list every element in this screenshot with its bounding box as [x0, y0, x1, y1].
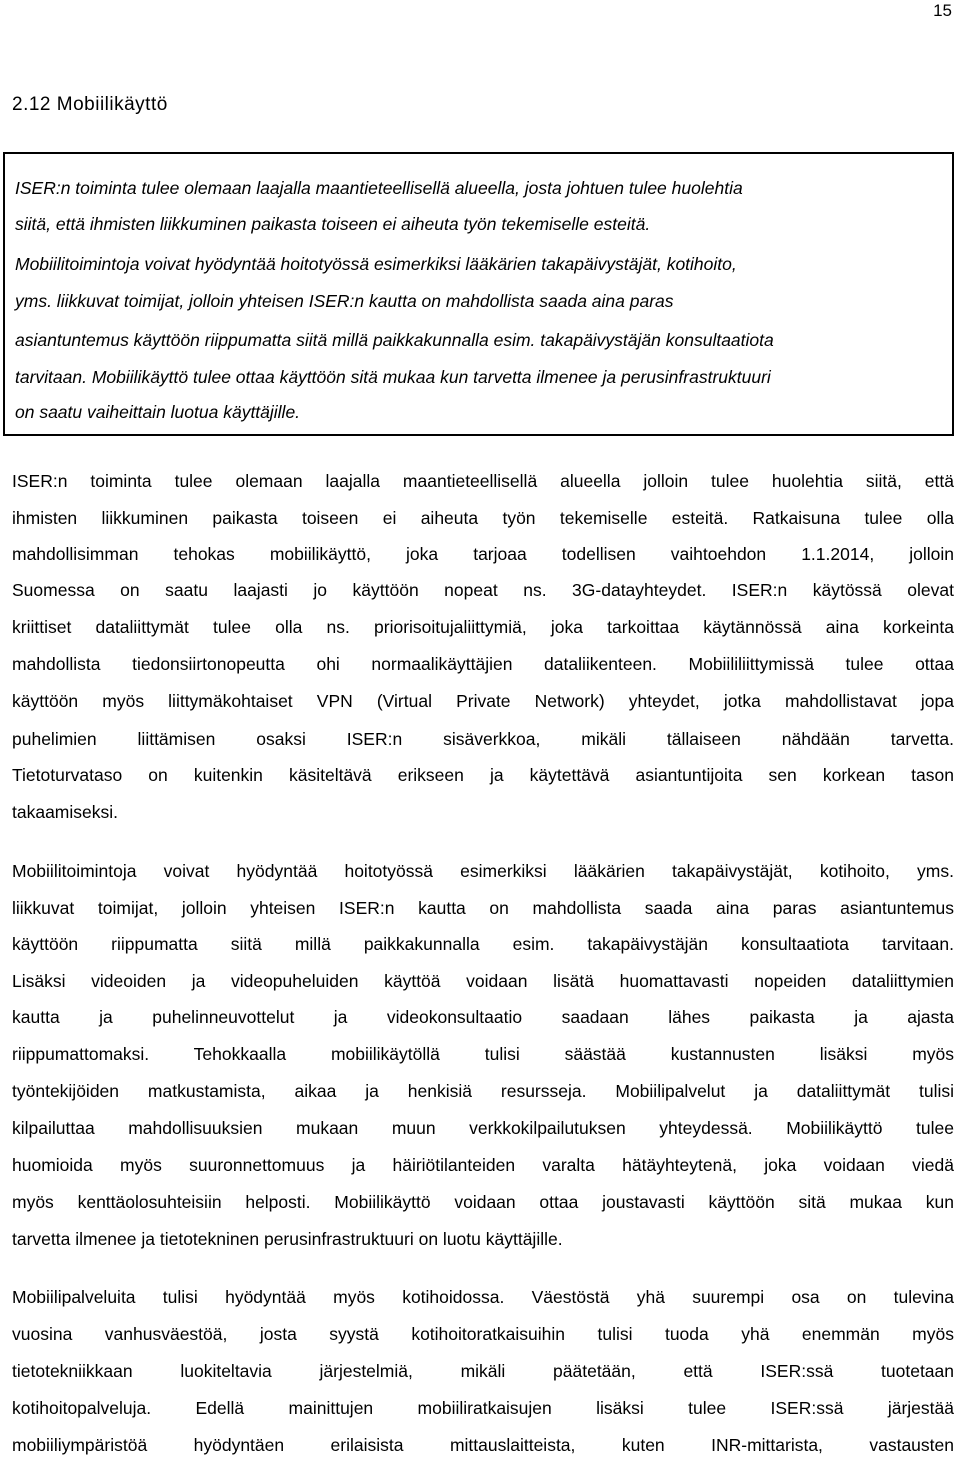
body-line: liikkuvat toimijat, jolloin yhteisen ISER:n kautta on mahdollista saada aina paras asiantuntemus: [12, 898, 954, 918]
callout-line: ISER:n toiminta tulee olemaan laajalla maantieteellisellä alueella, josta johtuen tulee huolehtia: [15, 178, 743, 198]
body-line: käyttöön riippumatta siitä millä paikkakunnalla esim. takapäivystäjän konsultaatiota tarvitaan.: [12, 934, 954, 954]
callout-line: Mobiilitoimintoja voivat hyödyntää hoitotyössä esimerkiksi lääkärien takapäivystäjät, kotihoito,: [15, 254, 737, 274]
body-line: puhelimien liittämisen osaksi ISER:n sisäverkkoa, mikäli tällaiseen nähdään tarvetta.: [12, 729, 954, 749]
body-line: mahdollisimman tehokas mobiilikäyttö, joka tarjoaa todellisen vaihtoehdon 1.1.2014, jolloin: [12, 544, 954, 564]
callout-line: yms. liikkuvat toimijat, jolloin yhteisen ISER:n kautta on mahdollista saada aina paras: [15, 291, 674, 311]
body-line: työntekijöiden matkustamista, aikaa ja henkisiä resursseja. Mobiilipalvelut ja dataliittymät tulisi: [12, 1081, 954, 1101]
body-line: kotihoitopalveluja. Edellä mainittujen mobiiliratkaisujen lisäksi tulee ISER:ssä järjestää: [12, 1398, 954, 1418]
body-line: kriittiset dataliittymät tulee olla ns. priorisoitujaliittymiä, joka tarkoittaa käytännössä aina korkeinta: [12, 617, 954, 637]
body-line: Mobiilitoimintoja voivat hyödyntää hoitotyössä esimerkiksi lääkärien takapäivystäjät, kotihoito, yms.: [12, 861, 954, 881]
callout-line: on saatu vaiheittain luotua käyttäjille.: [15, 402, 301, 422]
callout-line: asiantuntemus käyttöön riippumatta siitä millä paikkakunnalla esim. takapäivystäjän konsultaatiota: [15, 330, 774, 350]
body-line: tarvetta ilmenee ja tietotekninen perusinfrastruktuuri on luotu käyttäjille.: [12, 1229, 563, 1249]
body-line: Suomessa on saatu laajasti jo käyttöön nopeat ns. 3G-datayhteydet. ISER:n käytössä olevat: [12, 580, 954, 600]
body-line: mobiiliympäristöä hyödyntäen erilaisista mittauslaitteista, kuten INR-mittarista, vastausten: [12, 1435, 954, 1455]
body-line: huomioida myös suuronnettomuus ja häiriötilanteiden varalta hätäyhteytenä, joka voidaan viedä: [12, 1155, 954, 1175]
body-line: Lisäksi videoiden ja videopuheluiden käyttöä voidaan lisätä huomattavasti nopeiden dataliittymien: [12, 971, 954, 991]
body-line: Mobiilipalveluita tulisi hyödyntää myös kotihoidossa. Väestöstä yhä suurempi osa on tulevina: [12, 1287, 954, 1307]
body-line: kautta ja puhelinneuvottelut ja videokonsultaatio saadaan lähes paikasta ja ajasta: [12, 1007, 954, 1027]
body-line: ihmisten liikkuminen paikasta toiseen ei aiheuta työn tekemiselle esteitä. Ratkaisuna tulee olla: [12, 508, 954, 528]
body-line: myös kenttäolosuhteisiin helposti. Mobiilikäyttö voidaan ottaa joustavasti käyttöön sitä mukaa kun: [12, 1192, 954, 1212]
page-number: 15: [933, 1, 952, 20]
body-line: vuosina vanhusväestöä, josta syystä kotihoitoratkaisuihin tulisi tuoda yhä enemmän myös: [12, 1324, 954, 1344]
callout-box: [3, 152, 954, 436]
body-line: mahdollista tiedonsiirtonopeutta ohi normaalikäyttäjien dataliikenteen. Mobiililiittymissä tulee ottaa: [12, 654, 954, 674]
body-line: ISER:n toiminta tulee olemaan laajalla maantieteellisellä alueella jolloin tulee huolehtia siitä, että: [12, 471, 954, 491]
body-line: takaamiseksi.: [12, 802, 119, 822]
body-line: Tietoturvataso on kuitenkin käsiteltävä erikseen ja käytettävä asiantuntijoita sen korkean tason: [12, 765, 954, 785]
callout-line: siitä, että ihmisten liikkuminen paikasta toiseen ei aiheuta työn tekemiselle esteitä.: [15, 214, 651, 234]
callout-line: tarvitaan. Mobiilikäyttö tulee ottaa käyttöön sitä mukaa kun tarvetta ilmenee ja perusinfrastruktuuri: [15, 367, 771, 387]
section-heading: 2.12 Mobiilikäyttö: [12, 94, 168, 115]
body-line: käyttöön myös liittymäkohtaiset VPN (Virtual Private Network) yhteydet, jotka mahdollistavat jopa: [12, 691, 954, 711]
body-line: kilpailuttaa mahdollisuuksien mukaan muun verkkokilpailutuksen yhteydessä. Mobiilikäyttö tulee: [12, 1118, 954, 1138]
body-line: tietotekniikkaan luokiteltavia järjestelmiä, mikäli päätetään, että ISER:ssä tuotetaan: [12, 1361, 954, 1381]
body-line: riippumattomaksi. Tehokkaalla mobiilikäytöllä tulisi säästää kustannusten lisäksi myös: [12, 1044, 954, 1064]
